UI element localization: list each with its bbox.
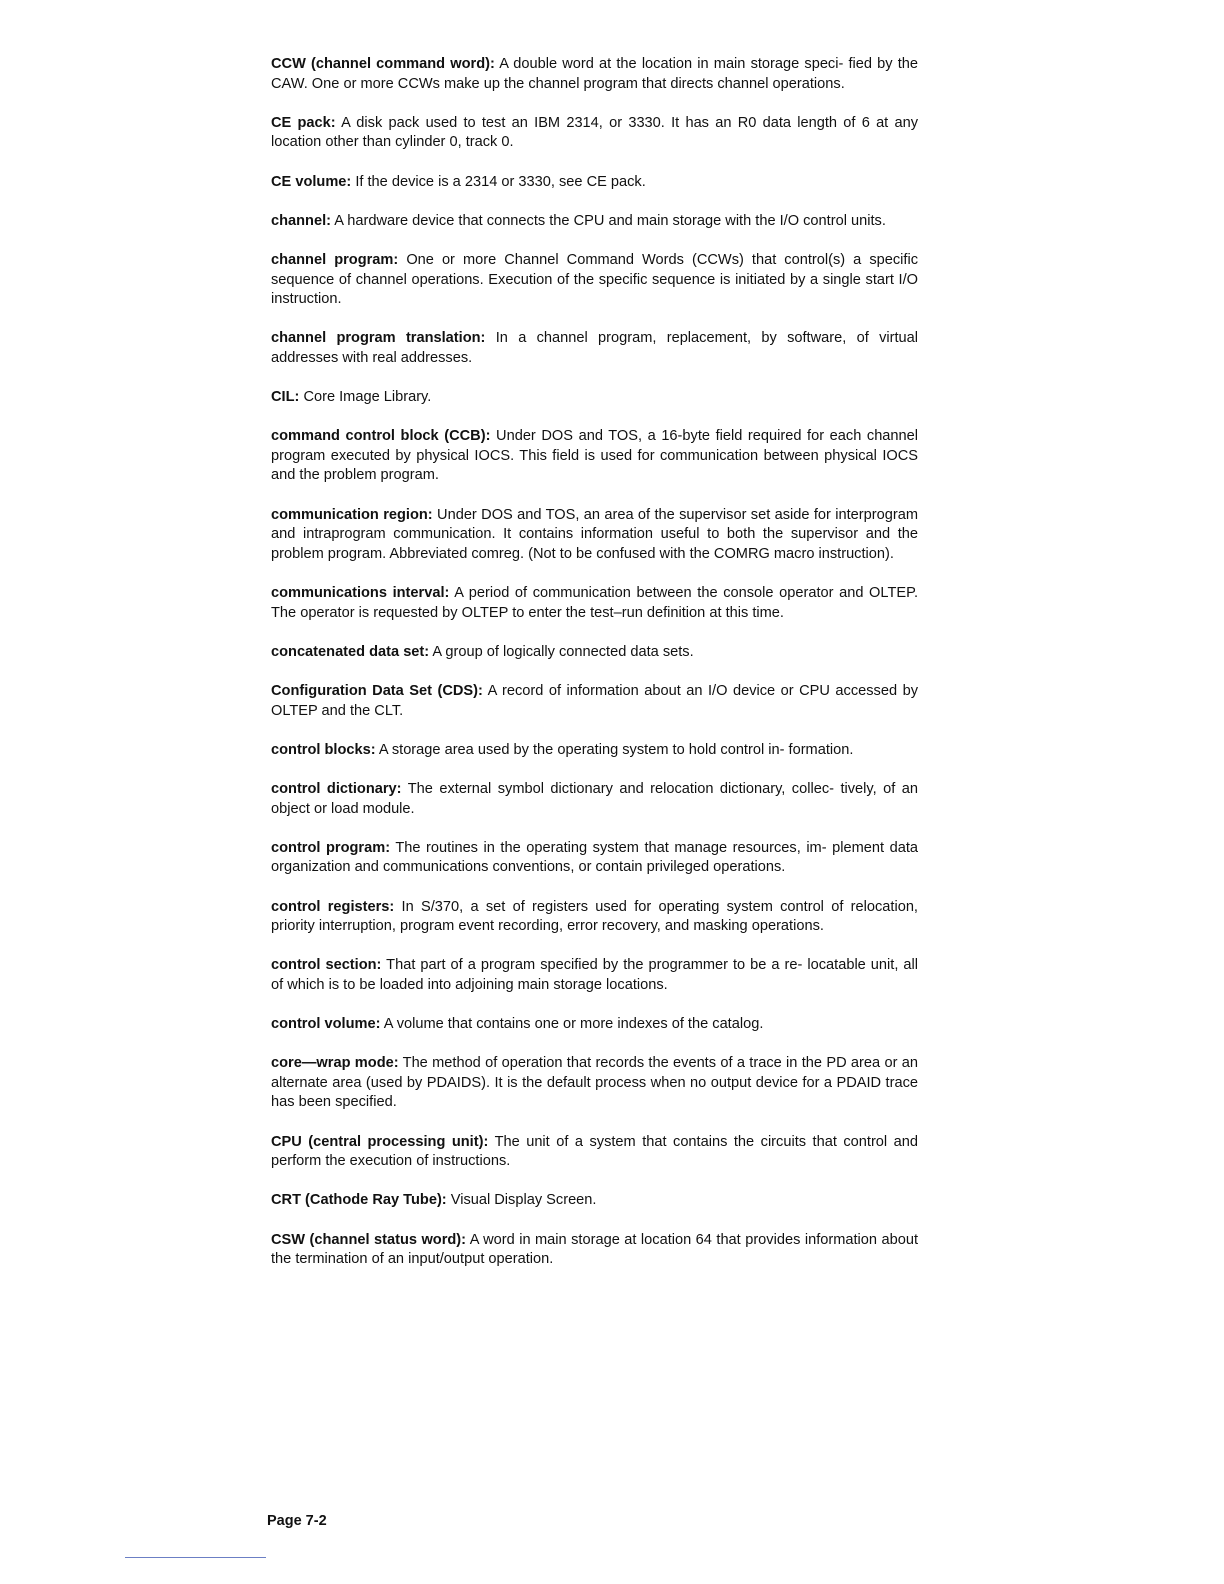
glossary-term: control registers:: [271, 898, 395, 915]
glossary-definition: Under DOS and TOS, an area of the supervisor set aside for interprogram and intraprogram communication. It contains information useful to both the supervisor and the problem program. Abbreviated comreg. (Not to be confused with the COMRG macro instruction).: [271, 506, 918, 562]
glossary-definition: The unit of a system that contains the circuits that control and perform the execution of instructions.: [271, 1133, 919, 1170]
glossary-term: core—wrap mode:: [271, 1055, 399, 1072]
glossary-definition: A hardware device that connects the CPU and main storage with the I/O control units.: [334, 212, 886, 229]
glossary-definition: Under DOS and TOS, a 16-byte field required for each channel program executed by physical IOCS. This field is used for communication between physical IOCS and the problem program.: [271, 428, 919, 484]
glossary-entry: [271, 1133, 918, 1172]
glossary-definition: In a channel program, replacement, by software, of virtual addresses with real addresses.: [271, 330, 918, 366]
glossary-term: control dictionary:: [271, 780, 402, 797]
glossary-definition: One or more Channel Command Words (CCWs) that control(s) a specific sequence of channel operations. Execution of the specific sequence is initiated by a single start I/O instruction.: [271, 251, 918, 308]
glossary-entry: [271, 1015, 918, 1035]
glossary-definition: Core Image Library.: [303, 389, 432, 406]
glossary-entry: [271, 741, 918, 761]
glossary-term: command control block (CCB):: [271, 428, 491, 445]
glossary-term: control section:: [271, 957, 382, 974]
glossary-entry: [271, 388, 918, 408]
glossary-body: [271, 55, 918, 1289]
glossary-definition: Visual Display Screen.: [450, 1192, 597, 1209]
glossary-definition: A period of communication between the console operator and OLTEP. The operator is requested by OLTEP to enter the test–run definition at this time.: [271, 585, 918, 621]
glossary-definition: That part of a program specified by the programmer to be a re- locatable unit, all of which is to be loaded into adjoining main storage locations.: [271, 957, 918, 993]
glossary-term: communications interval:: [271, 585, 450, 602]
glossary-entry: [271, 251, 918, 310]
glossary-entry: [271, 173, 918, 193]
glossary-definition: The routines in the operating system that manage resources, im- plement data organization and communications conventions, or contain privileged operations.: [271, 839, 918, 876]
glossary-entry: [271, 427, 918, 486]
glossary-definition: A record of information about an I/O device or CPU accessed by OLTEP and the CLT.: [271, 683, 918, 719]
glossary-term: control program:: [271, 839, 391, 856]
glossary-definition: A storage area used by the operating system to hold control in- formation.: [378, 741, 854, 758]
glossary-term: channel:: [271, 212, 332, 229]
glossary-entry: [271, 780, 918, 819]
glossary-term: concatenated data set:: [271, 643, 430, 660]
glossary-entry: [271, 1054, 918, 1113]
footer-rule: [125, 1557, 266, 1558]
glossary-term: Configuration Data Set (CDS):: [271, 683, 483, 699]
glossary-entry: [271, 839, 918, 878]
glossary-term: CE volume:: [271, 173, 352, 190]
glossary-definition: A disk pack used to test an IBM 2314, or 3330. It has an R0 data length of 6 at any location other than cylinder 0, track 0.: [271, 114, 919, 151]
glossary-entry: [271, 114, 918, 153]
glossary-term: CSW (channel status word):: [271, 1231, 467, 1248]
glossary-entry: [271, 1191, 918, 1211]
glossary-term: control blocks:: [271, 741, 376, 758]
glossary-entry: [271, 898, 918, 937]
glossary-term: CE pack:: [271, 114, 336, 131]
glossary-term: channel program:: [271, 251, 399, 268]
glossary-definition: A group of logically connected data sets.: [432, 643, 694, 660]
glossary-entry: [271, 584, 918, 623]
glossary-definition: A double word at the location in main storage speci- fied by the CAW. One or more CCWs make up the channel program that directs channel operations.: [271, 56, 919, 92]
page-number: Page 7-2: [267, 1513, 327, 1529]
glossary-entry: [271, 956, 918, 995]
glossary-term: control volume:: [271, 1016, 381, 1033]
glossary-definition: In S/370, a set of registers used for operating system control of relocation, priority interruption, program event recording, error recovery, and masking operations.: [271, 898, 918, 935]
glossary-entry: [271, 212, 918, 232]
glossary-term: CCW (channel command word):: [271, 56, 495, 72]
glossary-definition: The external symbol dictionary and relocation dictionary, collec- tively, of an object or load module.: [271, 780, 918, 817]
glossary-entry: [271, 329, 918, 368]
glossary-entry: [271, 506, 918, 565]
glossary-entry: [271, 1231, 918, 1270]
glossary-definition: The method of operation that records the events of a trace in the PD area or an alternate area (used by PDAIDS). It is the default process when no output device for a PDAID trace has been specified.: [271, 1055, 918, 1111]
glossary-definition: If the device is a 2314 or 3330, see CE pack.: [355, 173, 646, 190]
glossary-entry: [271, 643, 918, 663]
glossary-entry: [271, 55, 918, 94]
glossary-term: CIL:: [271, 389, 300, 406]
glossary-entry: [271, 682, 918, 721]
glossary-term: channel program translation:: [271, 330, 486, 347]
glossary-term: CPU (central processing unit):: [271, 1133, 489, 1150]
glossary-term: communication region:: [271, 506, 433, 523]
glossary-definition: A volume that contains one or more indexes of the catalog.: [383, 1016, 764, 1033]
glossary-definition: A word in main storage at location 64 that provides information about the termination of an input/output operation.: [271, 1231, 919, 1268]
glossary-term: CRT (Cathode Ray Tube):: [271, 1192, 447, 1209]
